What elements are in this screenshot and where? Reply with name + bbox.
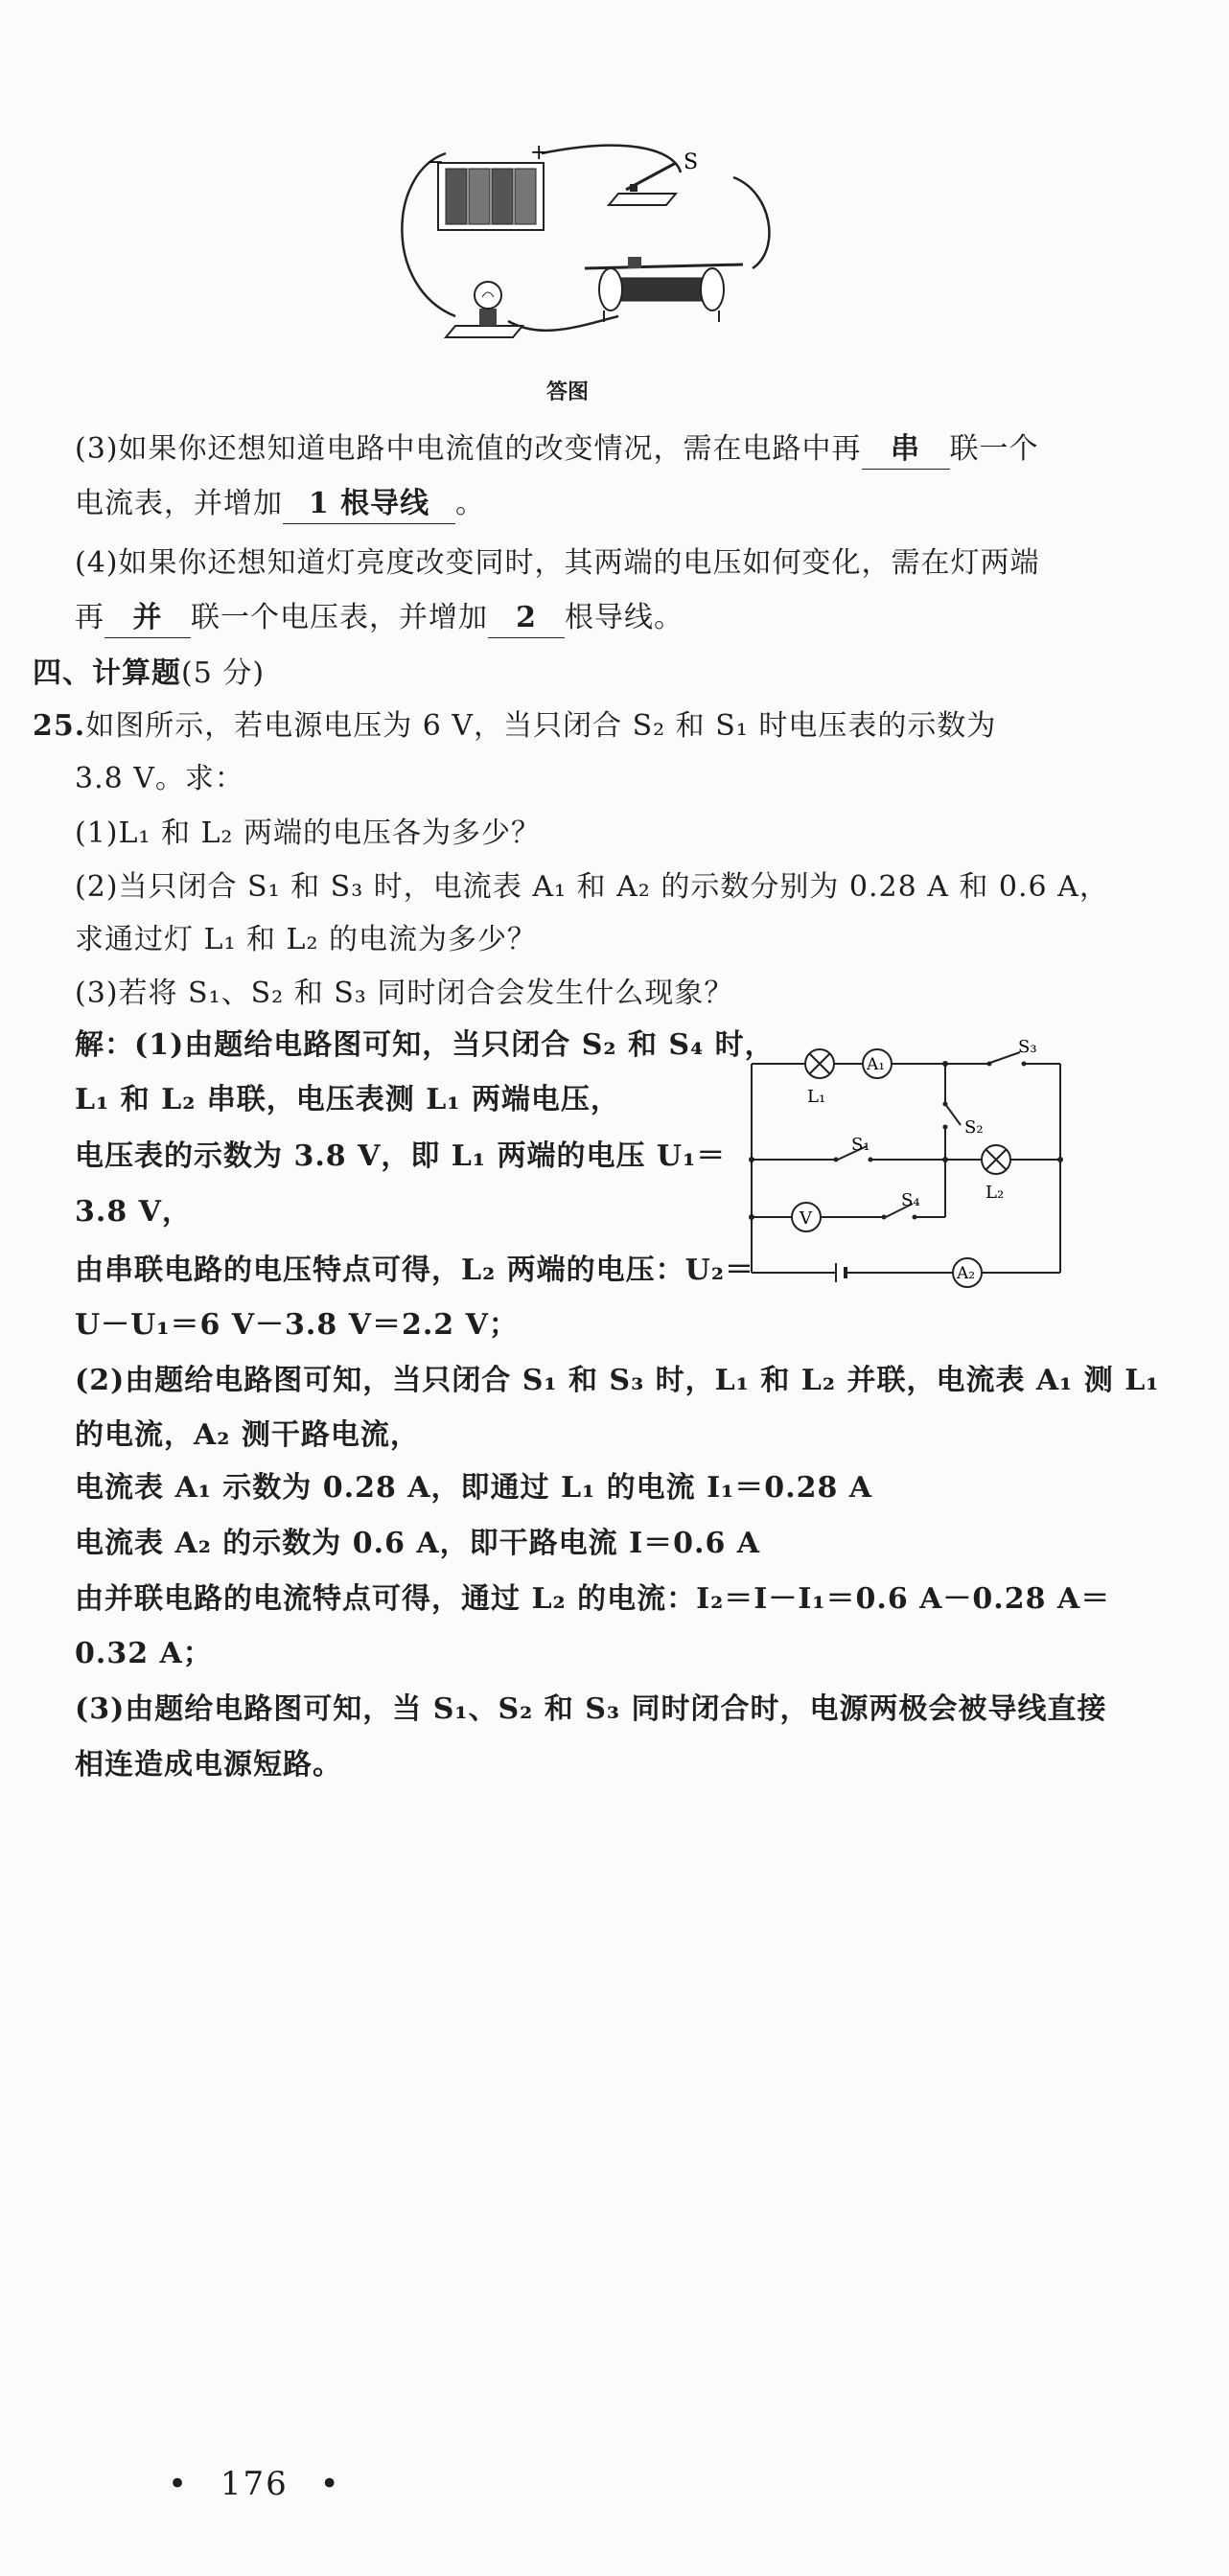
solution-line10: 电流表 A₂ 的示数为 0.6 A，即干路电流 I＝0.6 A (75, 1527, 761, 1560)
q3-answer-1: 串 (862, 430, 950, 470)
switch-s2-label: S₂ (964, 1117, 984, 1138)
q25-stem1: 如图所示，若电源电压为 6 V，当只闭合 S₂ 和 S₁ 时电压表的示数为 (85, 709, 997, 743)
ammeter-a1-label: A₁ (867, 1055, 886, 1074)
solution-line3: 电压表的示数为 3.8 V，即 L₁ 两端的电压 U₁＝ (75, 1139, 727, 1173)
ammeter-a2-label: A₂ (957, 1264, 976, 1283)
solution-line13: (3)由题给电路图可知，当 S₁、S₂ 和 S₃ 同时闭合时，电源两极会被导线直接 (75, 1692, 1107, 1726)
q25-part3: (3)若将 S₁、S₂ 和 S₃ 同时闭合会发生什么现象？ (75, 977, 734, 1010)
answer-figure (388, 134, 791, 364)
switch-s1-label: S₁ (851, 1135, 870, 1155)
page-number (168, 2465, 341, 2503)
switch-label: S (684, 150, 699, 174)
section-title: 四、计算题 (33, 656, 181, 690)
voltmeter-label: V (800, 1208, 812, 1229)
rheostat-icon (585, 257, 743, 322)
circuit-diagram (738, 1025, 1074, 1303)
solution-line14: 相连造成电源短路。 (75, 1748, 342, 1782)
solution-line1: 解：(1)由题给电路图可知，当只闭合 S₂ 和 S₄ 时， (75, 1028, 775, 1062)
lamp-l2-label: L₂ (986, 1183, 1005, 1203)
q4-line2 (75, 599, 684, 638)
q4-line1: (4)如果你还想知道灯亮度改变同时，其两端的电压如何变化，需在灯两端 (75, 546, 1040, 580)
lamp-l1-icon (805, 1049, 834, 1078)
solution-line9: 电流表 A₁ 示数为 0.28 A，即通过 L₁ 的电流 I₁＝0.28 A (75, 1471, 873, 1505)
q4-text-b: 再 (75, 601, 104, 634)
solution-line8: 的电流，A₂ 测干路电流， (75, 1418, 420, 1452)
q4-text-c: 联一个电压表，并增加 (191, 601, 488, 634)
lamp-l2-icon (982, 1145, 1010, 1174)
lamp-l1-label: L₁ (807, 1087, 826, 1107)
section-points: (5 分) (181, 656, 266, 690)
q3-line1 (75, 430, 1039, 470)
solution-line11: 由并联电路的电流特点可得，通过 L₂ 的电流：I₂＝I－I₁＝0.6 A－0.28 A＝ (75, 1582, 1111, 1616)
battery-minus: − (427, 150, 445, 174)
bulb-icon (446, 282, 522, 337)
q3-text-d: 。 (455, 487, 485, 520)
section-heading (33, 655, 265, 693)
q25-stem-line2: 3.8 V。求： (75, 762, 244, 795)
q3-line2 (75, 485, 485, 524)
solution-line2: L₁ 和 L₂ 串联，电压表测 L₁ 两端电压， (75, 1083, 620, 1116)
q3-text-b: 联一个 (949, 432, 1039, 466)
switch-icon (609, 150, 698, 205)
battery-plus: + (530, 141, 548, 165)
q25-stem-line1 (33, 707, 996, 746)
page-dot-right: • (319, 2465, 341, 2503)
solution-line7: (2)由题给电路图可知，当只闭合 S₁ 和 S₃ 时，L₁ 和 L₂ 并联，电流表 A₁ 测 L₁ (75, 1364, 1160, 1397)
q25-part1: (1)L₁ 和 L₂ 两端的电压各为多少？ (75, 816, 541, 850)
q3-answer-2: 1 根导线 (283, 485, 455, 524)
q4-answer-1: 并 (104, 599, 191, 638)
page-number-value: 176 (220, 2465, 289, 2503)
solution-line4: 3.8 V， (75, 1195, 192, 1229)
q4-answer-2: 2 (488, 599, 565, 638)
page-dot-left: • (168, 2465, 190, 2503)
q4-text-d: 根导线。 (565, 601, 684, 634)
switch-s4-label: S₄ (901, 1190, 920, 1210)
q3-text-c: 电流表，并增加 (75, 487, 283, 520)
q3-text-a: (3)如果你还想知道电路中电流值的改变情况，需在电路中再 (75, 432, 862, 466)
q25-part2a: (2)当只闭合 S₁ 和 S₃ 时，电流表 A₁ 和 A₂ 的示数分别为 0.28 A 和 0.6 A， (75, 870, 1109, 904)
solution-line12: 0.32 A； (75, 1637, 213, 1670)
switch-s3-label: S₃ (1018, 1037, 1037, 1057)
solution-line5: 由串联电路的电压特点可得，L₂ 两端的电压：U₂＝ (75, 1254, 754, 1287)
q25-number: 25. (33, 709, 86, 743)
solution-line6: U－U₁＝6 V－3.8 V＝2.2 V； (75, 1308, 519, 1342)
q25-part2b: 求通过灯 L₁ 和 L₂ 的电流为多少？ (75, 923, 538, 956)
figure-caption: 答图 (546, 380, 590, 404)
